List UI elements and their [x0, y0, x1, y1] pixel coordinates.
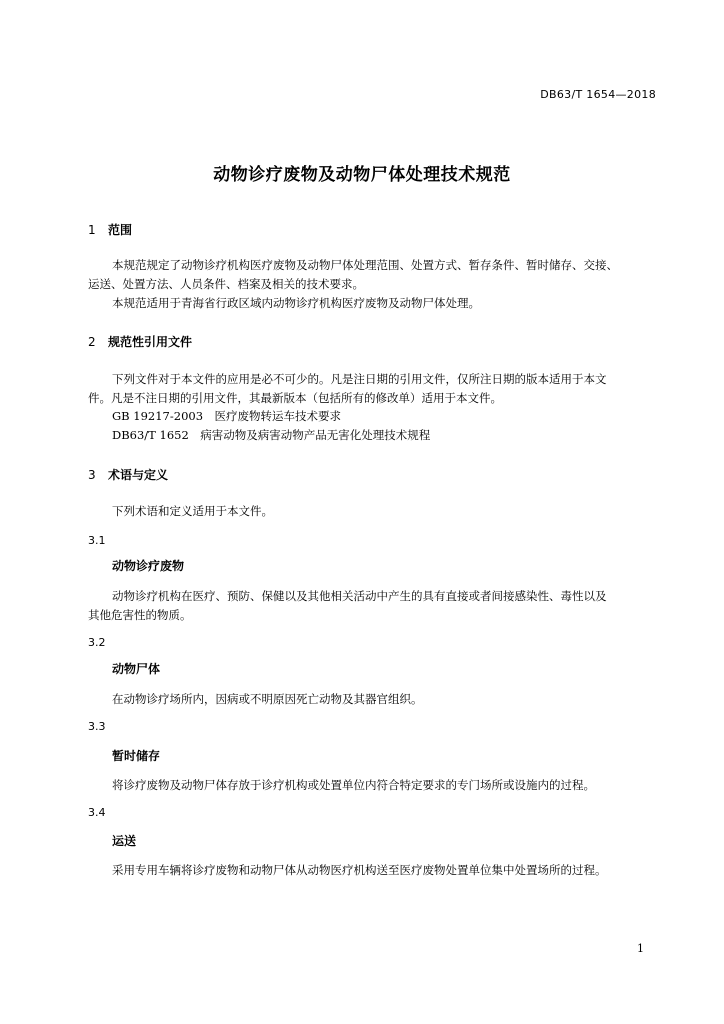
term-name: 暂时储存 [112, 749, 161, 763]
reference-item: GB 19217-2003 医疗废物转运车技术要求 [112, 409, 342, 423]
term-number: 3.3 [88, 720, 106, 733]
term-definition-line: 动物诊疗机构在医疗、预防、保健以及其他相关活动中产生的具有直接或者间接感染性、毒性以及 [112, 589, 607, 603]
term-name: 动物诊疗废物 [112, 559, 185, 573]
section-title: 规范性引用文件 [108, 335, 193, 349]
reference-item: DB63/T 1652 病害动物及病害动物产品无害化处理技术规程 [112, 428, 431, 442]
paragraph-line: 运送、处置方法、人员条件、档案及相关的技术要求。 [88, 277, 364, 291]
section-title: 范围 [108, 223, 133, 237]
term-number: 3.1 [88, 534, 106, 547]
paragraph-line: 下列文件对于本文件的应用是必不可少的。凡是注日期的引用文件，仅所注日期的版本适用于本文 [112, 372, 607, 386]
section-heading-scope [88, 221, 132, 238]
term-definition-line: 在动物诊疗场所内，因病或不明原因死亡动物及其器官组织。 [112, 692, 423, 706]
section-heading-normative-references [88, 333, 192, 350]
section-number: 2 [88, 335, 96, 349]
section-number: 1 [88, 223, 96, 237]
paragraph-line: 下列术语和定义适用于本文件。 [112, 504, 273, 518]
section-number: 3 [88, 468, 96, 482]
term-number: 3.2 [88, 636, 106, 649]
paragraph-line: 件。凡是不注日期的引用文件，其最新版本（包括所有的修改单）适用于本文件。 [88, 391, 502, 405]
document-title: 动物诊疗废物及动物尸体处理技术规范 [213, 165, 511, 185]
paragraph-line: 本规范规定了动物诊疗机构医疗废物及动物尸体处理范围、处置方式、暂存条件、暂时储存、交接、 [112, 258, 618, 272]
term-definition-line: 将诊疗废物及动物尸体存放于诊疗机构或处置单位内符合特定要求的专门场所或设施内的过程。 [112, 778, 595, 792]
section-heading-terms [88, 466, 168, 483]
term-definition-line: 其他危害性的物质。 [88, 608, 192, 622]
term-definition-line: 采用专用车辆将诊疗废物和动物尸体从动物医疗机构送至医疗废物处置单位集中处置场所的过程。 [112, 863, 607, 877]
page-number: 1 [637, 942, 644, 955]
paragraph-line: 本规范适用于青海省行政区域内动物诊疗机构医疗废物及动物尸体处理。 [112, 296, 480, 310]
standard-code: DB63/T 1654—2018 [540, 88, 656, 101]
term-name: 动物尸体 [112, 662, 161, 676]
term-name: 运送 [112, 834, 137, 848]
section-title: 术语与定义 [108, 468, 169, 482]
term-number: 3.4 [88, 806, 106, 819]
